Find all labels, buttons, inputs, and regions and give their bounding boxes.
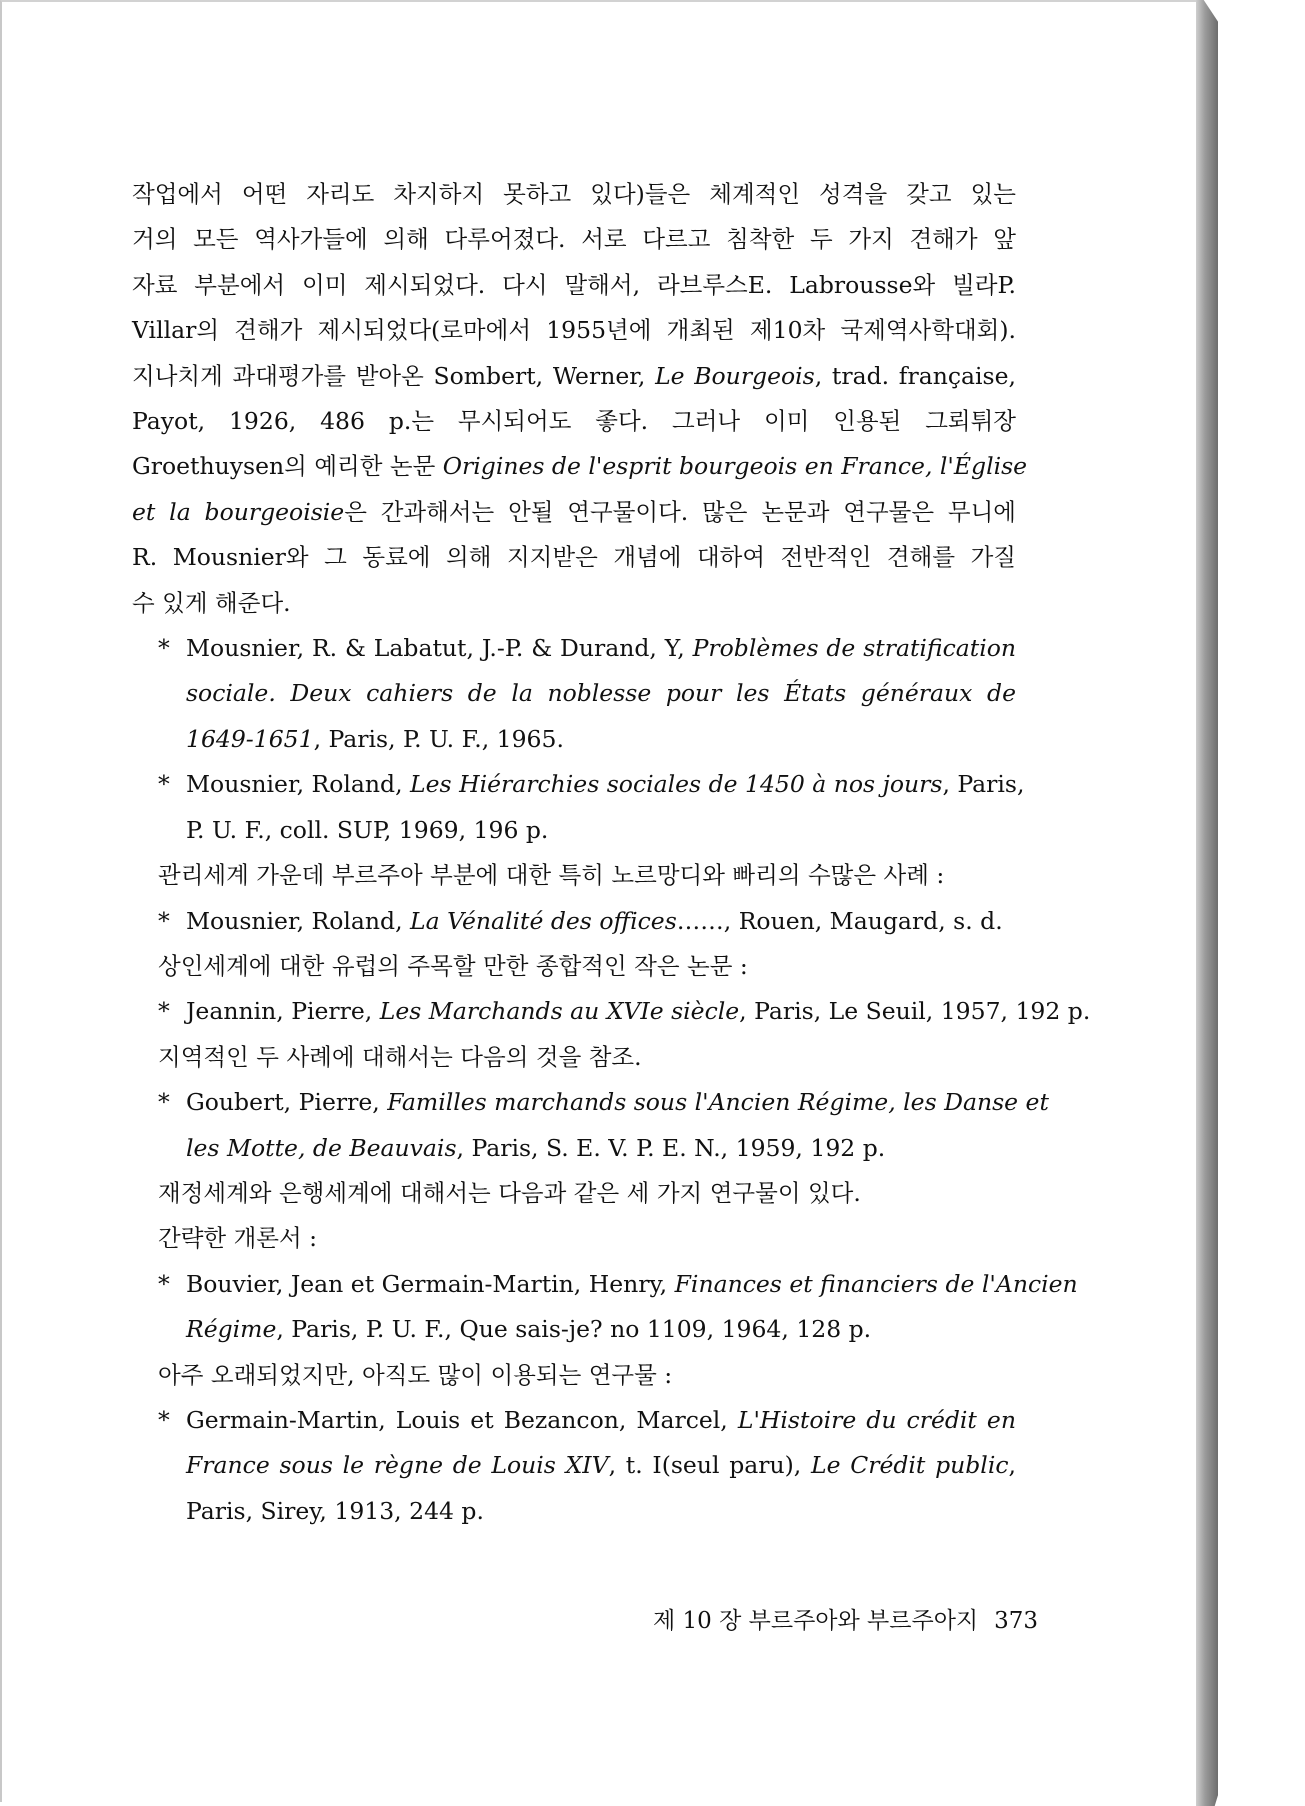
ref-title: Le Crédit public xyxy=(811,1451,1009,1480)
ref-tail: , Paris, S. E. V. P. E. N., 1959, 192 p. xyxy=(456,1133,886,1162)
section-intro: 상인세계에 대한 유럽의 주목할 만한 종합적인 작은 논문 : xyxy=(158,951,748,980)
reference-body xyxy=(160,1398,1016,1534)
bullet-star: * xyxy=(158,770,170,799)
reference-body xyxy=(160,899,1016,944)
page-edge-shadow xyxy=(1196,0,1218,1806)
text-line xyxy=(186,1307,1016,1352)
italic-title: et la bourgeoisie xyxy=(132,497,345,526)
reference-entry xyxy=(132,1262,1078,1353)
text-line: Payot, 1926, 486 p.는 무시되어도 좋다. 그러나 이미 인용된 그뢰튀장 xyxy=(132,407,1016,436)
text-line xyxy=(186,1262,1078,1307)
bullet-star: * xyxy=(158,997,170,1026)
text-segment: Groethuysen의 예리한 논문 xyxy=(132,452,443,481)
ref-title: La Vénalité des offices xyxy=(410,906,677,935)
ref-title: L'Histoire du crédit en xyxy=(737,1405,1016,1434)
bullet-star: * xyxy=(158,906,170,935)
reference-entry xyxy=(132,1080,1049,1171)
text-line: 작업에서 어떤 자리도 차지하지 못하고 있다)들은 체계적인 성격을 갖고 있는 xyxy=(132,180,1016,208)
main-paragraph xyxy=(132,172,1028,626)
text-line: Paris, Sirey, 1913, 244 p. xyxy=(186,1496,484,1525)
reference-entry xyxy=(132,899,1016,944)
ref-tail: , Paris, P. U. F., 1965. xyxy=(313,724,564,753)
text-line xyxy=(186,1398,1016,1443)
text-line xyxy=(132,490,1016,535)
text-line xyxy=(186,989,1091,1034)
text-segment: 은 간과해서는 안될 연구물이다. 많은 논문과 연구물은 무니에 xyxy=(344,497,1016,526)
bullet-star: * xyxy=(158,1405,170,1434)
ref-title: Les Marchands au XVIe siècle xyxy=(379,997,740,1026)
text-line xyxy=(186,717,1016,762)
ref-authors: Germain-Martin, Louis et Bezancon, Marcel, xyxy=(186,1405,738,1434)
body-text xyxy=(132,172,1091,1534)
reference-entry xyxy=(132,762,1025,853)
ref-tail: , Paris, xyxy=(942,770,1025,799)
bullet-star: * xyxy=(158,634,170,663)
ref-authors: Jeannin, Pierre, xyxy=(186,997,380,1026)
ref-title: les Motte, de Beauvais xyxy=(186,1133,457,1162)
section-intro: 재정세계와 은행세계에 대해서는 다음과 같은 세 가지 연구물이 있다. xyxy=(158,1178,861,1207)
italic-title: Le Bourgeois xyxy=(655,361,815,390)
text-segment: , trad. française, xyxy=(814,361,1016,390)
reference-body xyxy=(160,626,1016,762)
text-line: 자료 부분에서 이미 제시되었다. 다시 말해서, 라브루스E. Labrousse와 빌라P. xyxy=(132,270,1016,299)
text-line xyxy=(186,626,1016,671)
text-line xyxy=(186,1126,1016,1171)
ref-title: France sous le règne de Louis XIV xyxy=(186,1451,609,1480)
text-line: Villar의 견해가 제시되었다(로마에서 1955년에 개최된 제10차 국제역사학대회). xyxy=(132,316,1016,345)
ref-tail: , Paris, P. U. F., Que sais-je? no 1109, 1964, 128 p. xyxy=(276,1315,872,1344)
section-intro: 지역적인 두 사례에 대해서는 다음의 것을 참조. xyxy=(158,1042,642,1071)
ref-title: sociale. Deux cahiers de la noblesse pour les États généraux de xyxy=(186,679,1016,708)
ref-title: Finances et financiers de l'Ancien xyxy=(674,1269,1078,1298)
ref-tail: , Paris, Le Seuil, 1957, 192 p. xyxy=(739,997,1091,1026)
chapter-title: 제 10 장 부르주아와 부르주아지 xyxy=(653,1608,979,1634)
reference-entry xyxy=(132,989,1091,1034)
ref-authors: Mousnier, Roland, xyxy=(186,770,411,799)
ref-title: Régime xyxy=(186,1315,277,1344)
text-line xyxy=(186,762,1025,807)
reference-body xyxy=(160,1080,1049,1171)
ref-title: Familles marchands sous l'Ancien Régime, les Danse et xyxy=(387,1088,1049,1117)
ref-title: Problèmes de stratification xyxy=(692,634,1016,663)
text-line: 거의 모든 역사가들에 의해 다루어졌다. 서로 다르고 침착한 두 가지 견해가 앞 xyxy=(132,225,1016,254)
ref-title: Les Hiérarchies sociales de 1450 à nos jours xyxy=(410,770,943,799)
page-number: 373 xyxy=(994,1608,1039,1634)
ref-authors: Bouvier, Jean et Germain-Martin, Henry, xyxy=(186,1269,675,1298)
running-footer xyxy=(653,1602,1038,1635)
text-line xyxy=(132,444,1028,489)
ref-tail: ……, Rouen, Maugard, s. d. xyxy=(676,906,1003,935)
section-intro: 아주 오래되었지만, 아직도 많이 이용되는 연구물 : xyxy=(158,1360,673,1389)
reference-body xyxy=(160,762,1025,853)
section-intro: 관리세계 가운데 부르주아 부분에 대한 특히 노르망디와 빠리의 수많은 사례 : xyxy=(158,861,945,890)
ref-authors: Goubert, Pierre, xyxy=(186,1088,388,1117)
text-line xyxy=(186,671,1016,716)
reference-entry xyxy=(132,1398,1016,1534)
text-line: 수 있게 해준다. xyxy=(132,588,291,617)
ref-authors: Mousnier, R. & Labatut, J.-P. & Durand, Y, xyxy=(186,634,693,663)
text-line: P. U. F., coll. SUP, 1969, 196 p. xyxy=(186,815,549,844)
ref-tail: , xyxy=(1008,1451,1016,1480)
ref-mid: , t. I(seul paru), xyxy=(608,1451,811,1480)
ref-title: 1649-1651 xyxy=(186,724,314,753)
reference-entry xyxy=(132,626,1016,762)
text-line xyxy=(132,354,1016,399)
text-line xyxy=(186,899,1016,944)
text-line: R. Mousnier와 그 동료에 의해 지지받은 개념에 대하여 전반적인 견해를 가질 xyxy=(132,543,1016,572)
reference-body xyxy=(160,989,1091,1034)
bullet-star: * xyxy=(158,1088,170,1117)
text-line xyxy=(186,1443,1016,1488)
italic-title: Origines de l'esprit bourgeois en France, l'Église xyxy=(442,452,1028,481)
text-line xyxy=(186,1080,1049,1125)
bullet-star: * xyxy=(158,1269,170,1298)
text-segment: 지나치게 과대평가를 받아온 Sombert, Werner, xyxy=(132,361,656,390)
section-intro: 간략한 개론서 : xyxy=(158,1224,318,1253)
ref-authors: Mousnier, Roland, xyxy=(186,906,411,935)
reference-body xyxy=(160,1262,1078,1353)
